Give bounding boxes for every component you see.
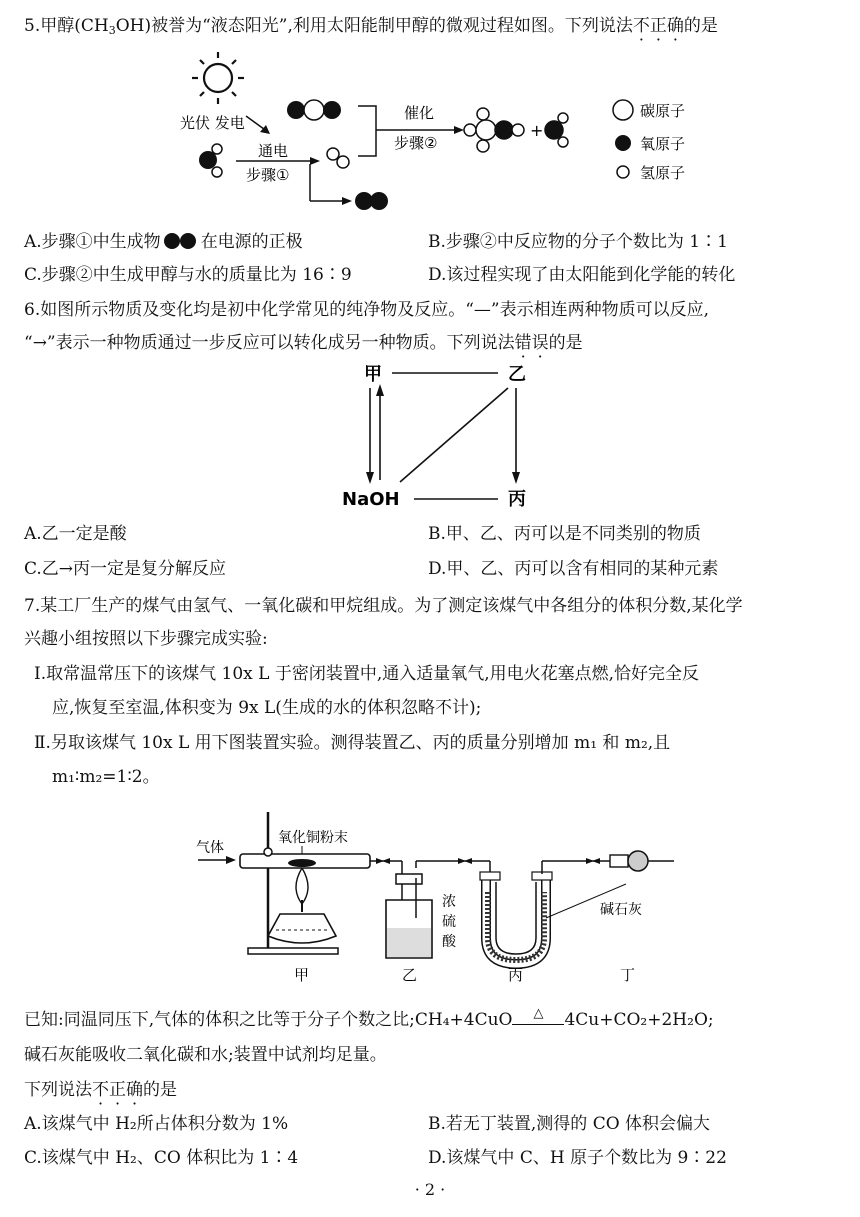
q7-emphasis: 不正确 xyxy=(92,1080,143,1100)
co2-molecule xyxy=(287,100,341,120)
q6-option-d[interactable]: D.甲、乙、丙可以含有相同的某种元素 xyxy=(428,559,719,579)
legend-carbon: 碳原子 xyxy=(640,102,686,120)
q7-apparatus xyxy=(190,808,680,986)
node-jia: 甲 xyxy=(364,364,382,385)
q5-diagram xyxy=(150,48,750,223)
node-bing: 丙 xyxy=(508,489,526,510)
q5-stem: 5.甲醇$(CH_3OH)$被誉为“液态阳光”,利用太阳能制甲醇的微观过程如图。下列说法不正确的是 xyxy=(24,16,718,37)
reaction-condition: △ xyxy=(512,1012,564,1025)
q7-option-b[interactable]: B.若无丁装置,测得的 CO 体积会偏大 xyxy=(428,1114,711,1134)
gas-label: 气体 xyxy=(196,840,224,856)
q6-emphasis: 错误 xyxy=(514,333,549,353)
node-naoh: NaOH xyxy=(342,489,400,510)
q7-known-1: 已知:同温同压下,气体的体积之比等于分子个数之比;CH₄+4CuO △ 4Cu+CO₂+2H₂O; xyxy=(24,1006,714,1030)
step2-top-label: 催化 xyxy=(404,104,435,122)
q6-stem-2: “→”表示一种物质通过一步反应可以转化成另一种物质。下列说法错误的是 xyxy=(24,333,583,353)
legend-oxygen: 氧原子 xyxy=(640,135,686,153)
cuo-label: 氧化铜粉末 xyxy=(278,830,348,846)
plus-sign: + xyxy=(530,121,544,140)
water-product xyxy=(545,113,568,147)
label-jia: 甲 xyxy=(294,966,310,984)
acid-label-3: 酸 xyxy=(442,934,456,950)
legend xyxy=(613,100,685,182)
sun-icon xyxy=(192,52,244,104)
legend-hydrogen: 氢原子 xyxy=(640,164,686,182)
q7-stem-1: 7.某工厂生产的煤气由氢气、一氧化碳和甲烷组成。为了测定该煤气中各组分的体积分数,某化学 xyxy=(24,596,743,616)
q7-option-d[interactable]: D.该煤气中 C、H 原子个数比为 9∶22 xyxy=(428,1148,727,1168)
q7-option-c[interactable]: C.该煤气中 H₂、CO 体积比为 1∶4 xyxy=(24,1148,299,1168)
label-yi: 乙 xyxy=(402,966,418,984)
label-ding: 丁 xyxy=(620,966,636,984)
acid-label-1: 浓 xyxy=(442,894,456,910)
q5-option-c[interactable]: C.步骤②中生成甲醇与水的质量比为 16∶9 xyxy=(24,265,352,285)
pv-label: 光伏 发电 xyxy=(180,114,245,132)
q5-option-b[interactable]: B.步骤②中反应物的分子个数比为 1∶1 xyxy=(428,232,728,252)
water-molecule xyxy=(199,144,222,177)
node-yi: 乙 xyxy=(508,364,526,385)
acid-label-2: 硫 xyxy=(442,914,456,930)
q7-option-a[interactable]: A.该煤气中 H₂所占体积分数为 1% xyxy=(24,1114,289,1134)
label-bing: 丙 xyxy=(508,966,524,984)
q7-step1-a: Ⅰ.取常温常压下的该煤气 10x L 于密闭装置中,通入适量氧气,用电火花塞点燃,恰好完全反 xyxy=(34,664,700,684)
q5-emphasis: 不正确 xyxy=(632,16,684,36)
q7-step2-a: Ⅱ.另取该煤气 10x L 用下图装置实验。测得装置乙、丙的质量分别增加 m₁ 和 m₂,且 xyxy=(34,733,671,753)
o2-molecule xyxy=(355,192,388,210)
q5-option-d[interactable]: D.该过程实现了由太阳能到化学能的转化 xyxy=(428,265,736,285)
step2-label: 步骤② xyxy=(394,134,438,152)
q7-stem-2: 兴趣小组按照以下步骤完成实验: xyxy=(24,629,268,649)
q6-option-a[interactable]: A.乙一定是酸 xyxy=(24,524,127,544)
q6-stem-1: 6.如图所示物质及变化均是初中化学常见的纯净物及反应。“—”表示相连两种物质可以反应, xyxy=(24,300,710,320)
h2-molecule xyxy=(327,148,349,168)
q7-step2-b: m₁∶m₂=1∶2。 xyxy=(52,767,160,787)
q5-option-a[interactable]: A.步骤①中生成物 在电源的正极 xyxy=(24,232,303,252)
step1-label: 步骤① xyxy=(246,166,290,184)
q7-step1-b: 应,恢复至室温,体积变为 9x L(生成的水的体积忽略不计); xyxy=(52,698,482,718)
q6-option-c[interactable]: C.乙→丙一定是复分解反应 xyxy=(24,559,227,579)
o2-inline-icon xyxy=(163,232,199,250)
q7-ask: 下列说法不正确的是 xyxy=(24,1080,177,1100)
page-number: · 2 · xyxy=(414,1180,446,1199)
q6-option-b[interactable]: B.甲、乙、丙可以是不同类别的物质 xyxy=(428,524,701,544)
methanol-molecule xyxy=(464,108,524,152)
q7-known-2: 碱石灰能吸收二氧化碳和水;装置中试剂均足量。 xyxy=(24,1045,387,1065)
q6-diagram xyxy=(330,358,560,518)
step1-top-label: 通电 xyxy=(258,142,289,160)
lime-label: 碱石灰 xyxy=(600,902,642,918)
